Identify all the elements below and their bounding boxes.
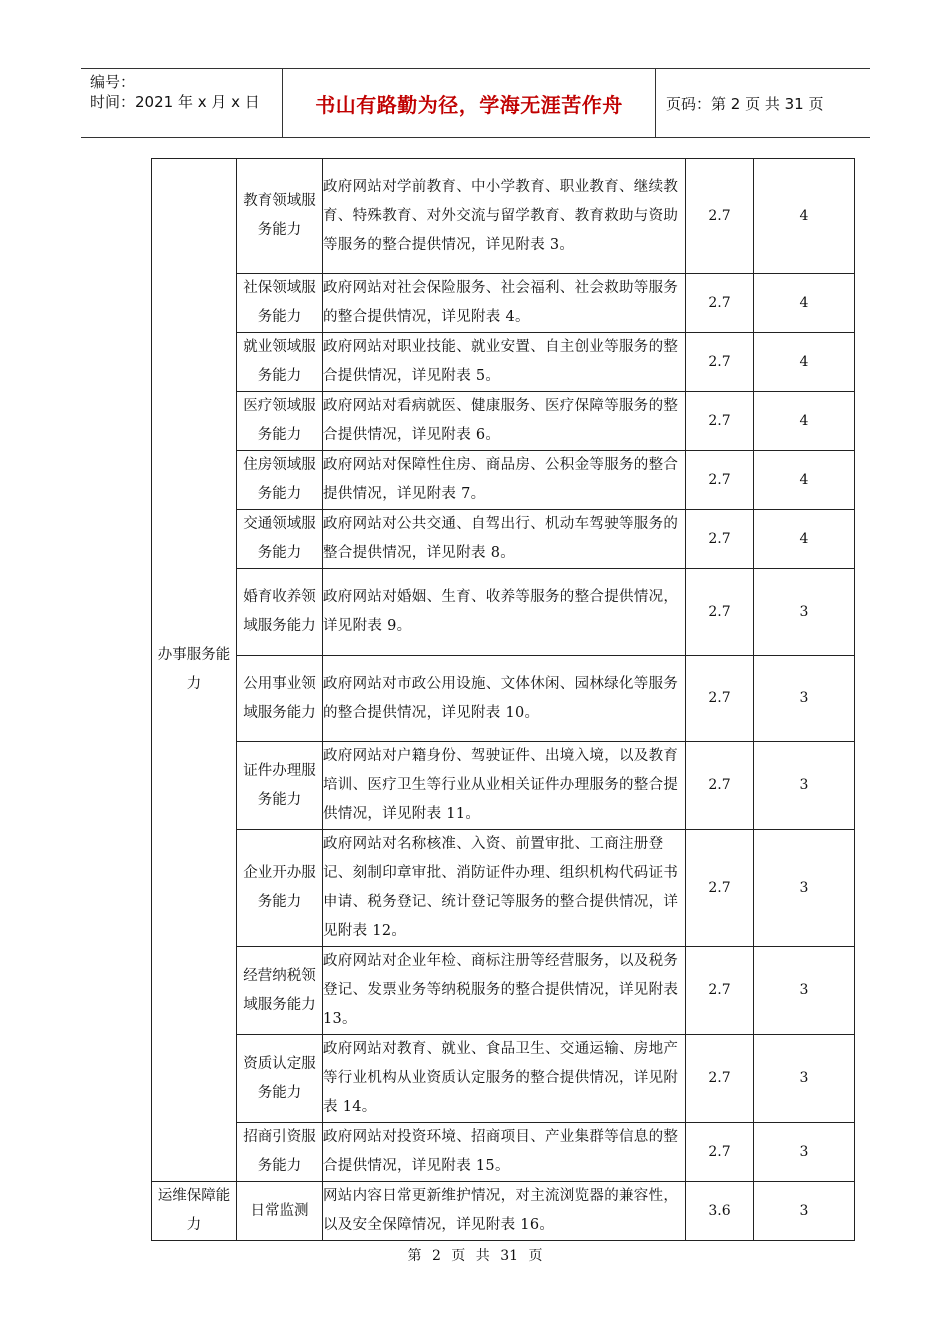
weight-cell: 2.7 [686,159,754,274]
desc-cell: 政府网站对投资环境、招商项目、产业集群等信息的整合提供情况，详见附表 15。 [323,1123,686,1182]
desc-cell: 政府网站对保障性住房、商品房、公积金等服务的整合提供情况，详见附表 7。 [323,451,686,510]
weight-cell: 2.7 [686,830,754,947]
desc-cell: 政府网站对公共交通、自驾出行、机动车驾驶等服务的整合提供情况，详见附表 8。 [323,510,686,569]
desc-cell: 政府网站对职业技能、就业安置、自主创业等服务的整合提供情况，详见附表 5。 [323,333,686,392]
weight-cell: 2.7 [686,451,754,510]
weight-cell: 2.7 [686,510,754,569]
weight-cell: 2.7 [686,392,754,451]
weight-cell: 2.7 [686,274,754,333]
score-cell: 3 [754,569,855,656]
table-row [152,656,855,742]
desc-cell: 政府网站对看病就医、健康服务、医疗保障等服务的整合提供情况，详见附表 6。 [323,392,686,451]
weight-cell: 2.7 [686,1123,754,1182]
table-row [152,830,855,947]
item-cell: 婚育收养领域服务能力 [237,569,323,656]
table-row [152,451,855,510]
item-cell: 资质认定服务能力 [237,1035,323,1123]
time-label: 时间：2021 年 x 月 x 日 [90,93,260,111]
item-cell: 公用事业领域服务能力 [237,656,323,742]
desc-cell: 政府网站对教育、就业、食品卫生、交通运输、房地产等行业机构从业资质认定服务的整合提供情况，详见附表 14。 [323,1035,686,1123]
weight-cell: 2.7 [686,333,754,392]
desc-cell: 网站内容日常更新维护情况，对主流浏览器的兼容性，以及安全保障情况，详见附表 16。 [323,1182,686,1241]
evaluation-table [151,158,855,1241]
desc-cell: 政府网站对户籍身份、驾驶证件、出境入境，以及教育培训、医疗卫生等行业从业相关证件办理服务的整合提供情况，详见附表 11。 [323,742,686,830]
desc-cell: 政府网站对企业年检、商标注册等经营服务，以及税务登记、发票业务等纳税服务的整合提供情况，详见附表 13。 [323,947,686,1035]
item-cell: 教育领域服务能力 [237,159,323,274]
score-cell: 3 [754,947,855,1035]
score-cell: 4 [754,274,855,333]
desc-cell: 政府网站对社会保险服务、社会福利、社会救助等服务的整合提供情况，详见附表 4。 [323,274,686,333]
desc-cell: 政府网站对婚姻、生育、收养等服务的整合提供情况，详见附表 9。 [323,569,686,656]
item-cell: 就业领域服务能力 [237,333,323,392]
table-row [152,1123,855,1182]
weight-cell: 2.7 [686,1035,754,1123]
item-cell: 招商引资服务能力 [237,1123,323,1182]
score-cell: 3 [754,1123,855,1182]
item-cell: 交通领域服务能力 [237,510,323,569]
item-cell: 日常监测 [237,1182,323,1241]
score-cell: 4 [754,392,855,451]
weight-cell: 2.7 [686,569,754,656]
category-cell: 办事服务能力 [152,159,237,1182]
table-row [152,1182,855,1241]
desc-cell: 政府网站对学前教育、中小学教育、职业教育、继续教育、特殊教育、对外交流与留学教育、教育救助与资助等服务的整合提供情况，详见附表 3。 [323,159,686,274]
table-row [152,333,855,392]
page-footer: 第 2 页 共 31 页 [407,1248,543,1264]
desc-cell: 政府网站对市政公用设施、文体休闲、园林绿化等服务的整合提供情况，详见附表 10。 [323,656,686,742]
item-cell: 经营纳税领域服务能力 [237,947,323,1035]
page-header [81,68,870,138]
table-row [152,274,855,333]
header-left [90,72,260,112]
table-row [152,742,855,830]
weight-cell: 3.6 [686,1182,754,1241]
number-label: 编号： [90,73,136,91]
score-cell: 4 [754,159,855,274]
score-cell: 3 [754,1035,855,1123]
table-row [152,1035,855,1123]
motto: 书山有路勤为径，学海无涯苦作舟 [315,93,623,117]
score-cell: 4 [754,510,855,569]
score-cell: 3 [754,830,855,947]
weight-cell: 2.7 [686,656,754,742]
weight-cell: 2.7 [686,947,754,1035]
score-cell: 4 [754,451,855,510]
header-divider [655,69,656,137]
table-row [152,159,855,274]
page-label: 页码：第 2 页 共 31 页 [666,95,824,113]
desc-cell: 政府网站对名称核准、入资、前置审批、工商注册登记、刻制印章审批、消防证件办理、组织机构代码证书申请、税务登记、统计登记等服务的整合提供情况，详见附表 12。 [323,830,686,947]
score-cell: 3 [754,742,855,830]
table-row [152,569,855,656]
item-cell: 社保领域服务能力 [237,274,323,333]
item-cell: 医疗领域服务能力 [237,392,323,451]
item-cell: 企业开办服务能力 [237,830,323,947]
score-cell: 4 [754,333,855,392]
score-cell: 3 [754,1182,855,1241]
table-row [152,510,855,569]
score-cell: 3 [754,656,855,742]
category-cell: 运维保障能力 [152,1182,237,1241]
table-row [152,947,855,1035]
table-row [152,392,855,451]
weight-cell: 2.7 [686,742,754,830]
item-cell: 住房领域服务能力 [237,451,323,510]
item-cell: 证件办理服务能力 [237,742,323,830]
